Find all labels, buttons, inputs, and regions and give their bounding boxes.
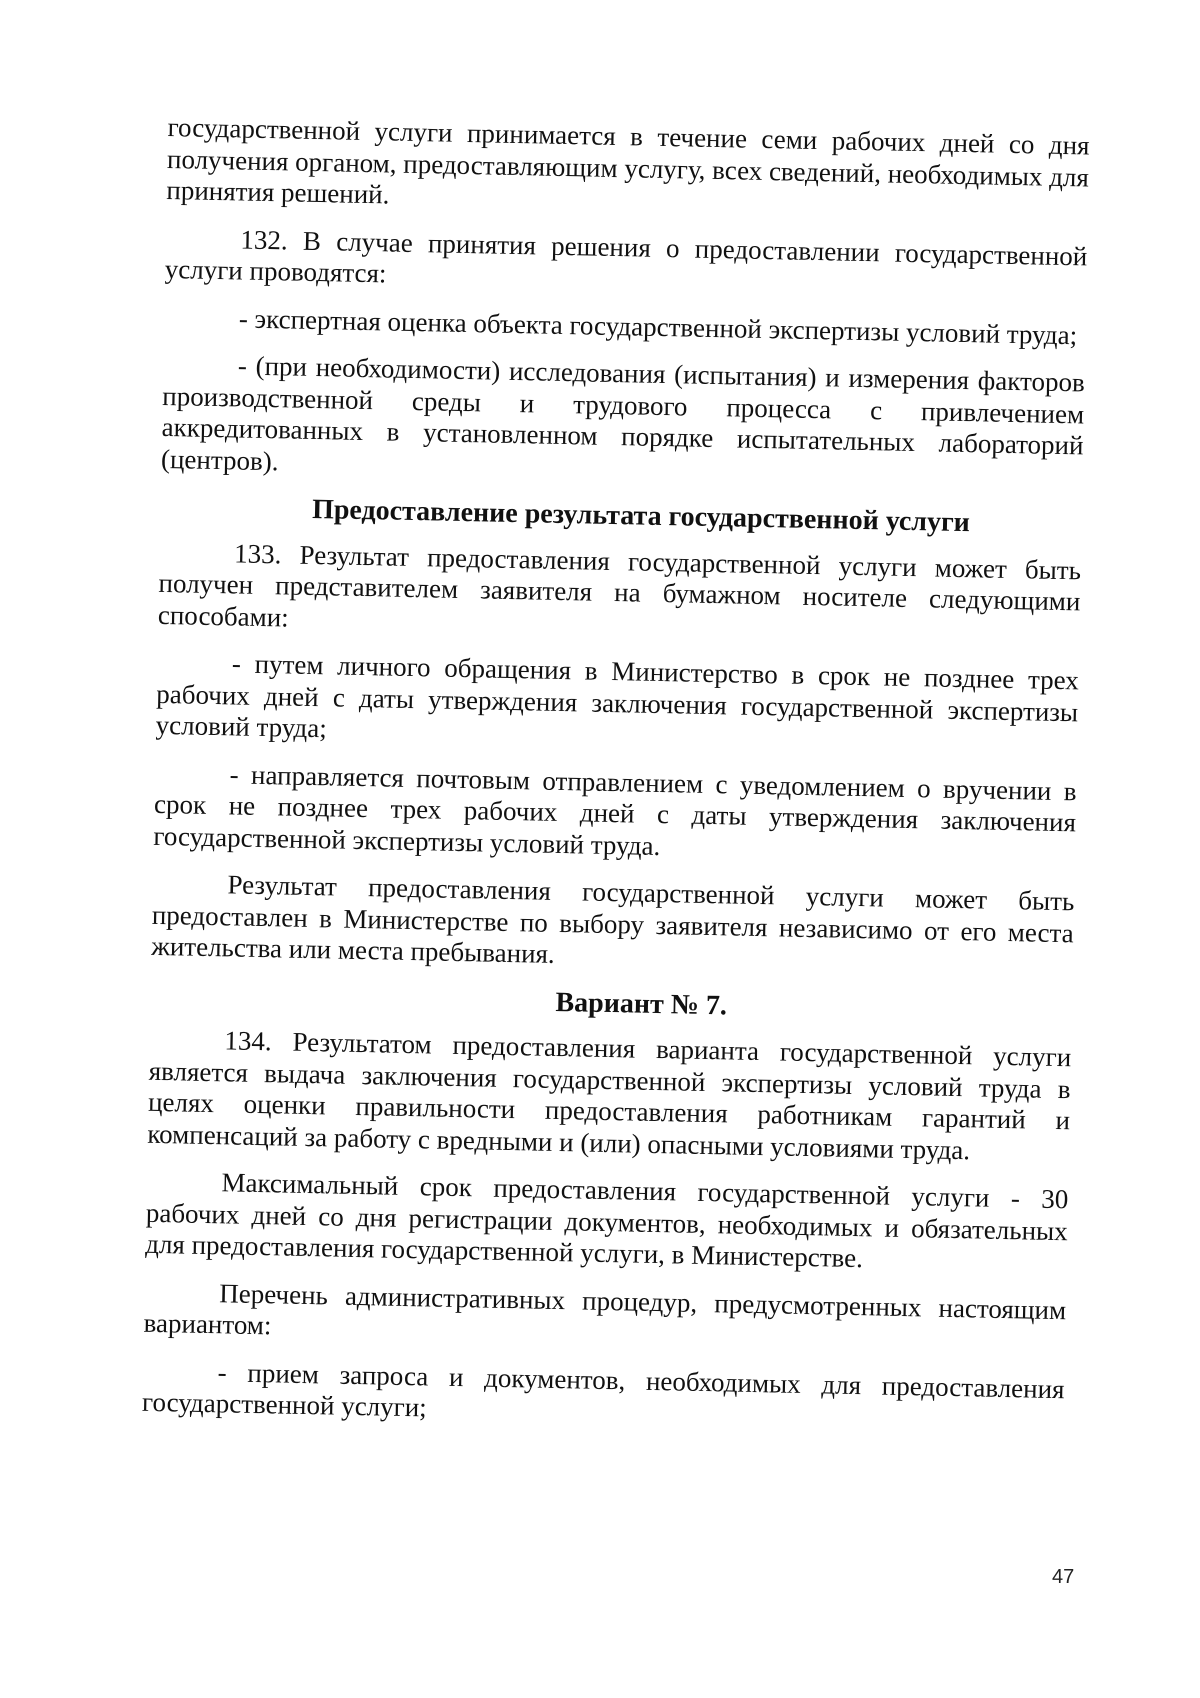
paragraph-133: 133. Результат предоставления государственной услуги может быть получен представителем заявителя на бумажном носителе следующими способами: [157,537,1082,633]
paragraph-continuation: государственной услуги принимается в течение семи рабочих дней со дня получения органом, предоставляющим услугу, всех сведений, необходимых для принятия решений. [166,112,1090,210]
paragraph-134: 134. Результатом предоставления варианта государственной услуги является выдача заключения государственной экспертизы условий труда в целях оценки правильности предоставления работникам гарантий и компенсаций за работу с вредными и (или) опасными условиями труда. [147,1025,1072,1165]
document-body [141,112,1089,1453]
paragraph-132: 132. В случае принятия решения о предоставлении государственной услуги проводятся: [164,223,1088,289]
paragraph-result-ministry: Результат предоставления государственной услуги может быть предоставлен в Министерстве по выбору заявителя независимо от его места жительства или места пребывания. [150,869,1075,969]
paragraph-max-term: Максимальный срок предоставления государственной услуги - 30 рабочих дней со дня регистрации документов, необходимых и обязательных для предоставления государственной услуги, в Министерстве. [144,1167,1069,1274]
list-item-expert-assessment: - экспертная оценка объекта государственной экспертизы условий труда; [238,302,1078,350]
paragraph-procedures-list: Перечень административных процедур, предусмотренных настоящим вариантом: [143,1277,1067,1341]
section-heading-variant-7: Вариант № 7. [555,986,728,1021]
section-heading-result: Предоставление результата государственной услуги [311,493,971,539]
list-item-personal-visit: - путем личного обращения в Министерство в срок не позднее трех рабочих дней с даты утверждения заключения государственной экспертизы условий труда; [155,648,1080,744]
list-item-postal-mail: - направляется почтовым отправлением с уведомлением о вручении в срок не позднее трех рабочих дней с даты утверждения заключения государственной экспертизы условий труда. [153,758,1077,861]
page-number: 47 [1052,1566,1075,1588]
list-item-research-measurement: - (при необходимости) исследования (испытания) и измерения факторов производственной среды и трудового процесса с привлечением аккредитованных в установленном порядке испытательных лабораторий (центров). [160,350,1086,476]
list-item-request-intake: - прием запроса и документов, необходимых для предоставления государственной услуги; [141,1356,1065,1423]
